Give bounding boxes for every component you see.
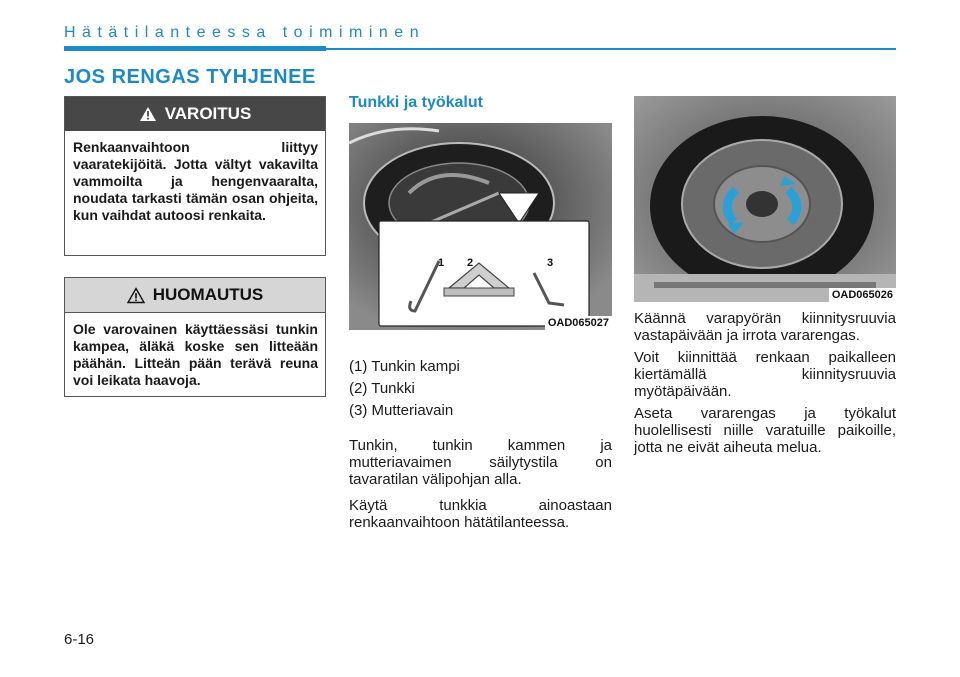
chapter-title: Hätätilanteessa toimiminen: [64, 24, 426, 41]
list-item: (3) Mutteriavain: [349, 402, 454, 419]
spare-image-code: OAD065026: [829, 288, 896, 302]
spare-paragraph-3: Aseta vararengas ja työkalut huolellisesti niille varatuille paikoille, jotta ne eivät aiheuta melua.: [634, 405, 896, 456]
callout-2: 2: [467, 257, 474, 269]
spare-paragraph-1: Käännä varapyörän kiinnitysruuvia vastapäivään ja irrota vararengas.: [634, 310, 896, 344]
spare-wheel-photo: [634, 96, 896, 302]
header-rule-thick: [64, 46, 326, 51]
tools-photo: [349, 123, 612, 330]
callout-1: 1: [438, 257, 445, 269]
tools-title: Tunkki ja työkalut: [349, 94, 483, 111]
spare-paragraph-2: Voit kiinnittää renkaan paikalleen kiertämällä kiinnitysruuvia myötäpäivään.: [634, 349, 896, 400]
callout-3: 3: [547, 257, 554, 269]
warning-text: Renkaanvaihtoon liittyy vaaratekijöitä. Jotta vältyt vakavilta vammoilta ja hengenvaaralta, noudata tarkasti tämän osan ohjeita, kun vaihdat autoosi renkaita.: [73, 139, 318, 223]
caution-triangle-icon: [127, 287, 145, 304]
warning-triangle-icon: [139, 106, 157, 122]
list-item: (1) Tunkin kampi: [349, 358, 460, 375]
warning-header: [65, 97, 325, 131]
page-number: 6-16: [64, 631, 95, 648]
tools-paragraph-2: Käytä tunkkia ainoastaan renkaanvaihtoon hätätilanteessa.: [349, 497, 612, 531]
tools-illustration: [349, 123, 612, 330]
caution-text: Ole varovainen käyttäessäsi tunkin kampea, äläkä koske sen litteään päähän. Litteän pään terävä reuna voi leikata haavoja.: [73, 321, 318, 388]
caution-label: HUOMAUTUS: [152, 285, 264, 304]
list-item: (2) Tunkki: [349, 380, 415, 397]
section-title: JOS RENGAS TYHJENEE: [64, 66, 316, 88]
tools-image-code: OAD065027: [545, 316, 612, 330]
spare-wheel-illustration: [634, 96, 896, 302]
caution-header: [65, 278, 325, 313]
tools-paragraph-1: Tunkin, tunkin kammen ja mutteriavaimen säilytystila on tavaratilan välipohjan alla.: [349, 437, 612, 488]
tools-list: [349, 356, 460, 422]
header-rule-thin: [326, 48, 896, 50]
warning-label: VAROITUS: [164, 104, 252, 123]
caution-box: [64, 277, 326, 397]
warning-box: [64, 96, 326, 256]
